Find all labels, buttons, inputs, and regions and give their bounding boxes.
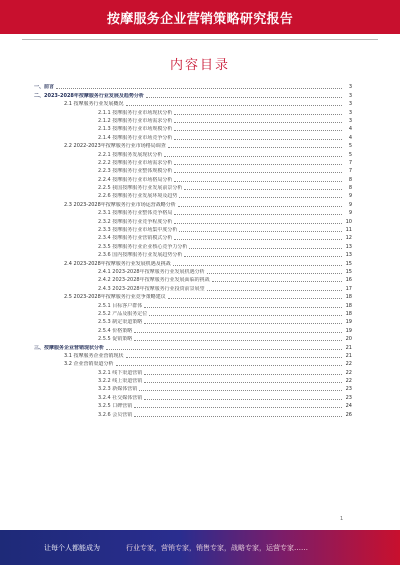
toc-entry-page: 3: [348, 84, 352, 91]
toc-entry-page: 26: [345, 411, 352, 418]
toc-leader-dots: [168, 298, 342, 299]
toc-leader-dots: [164, 156, 342, 157]
toc-leader-dots: [56, 88, 342, 89]
toc-entry[interactable]: [34, 300, 352, 308]
toc-entry-page: 22: [345, 361, 352, 368]
toc-leader-dots: [134, 416, 342, 417]
toc-entry-text: 2.4 2023-2028年按摩服务行业发展机遇及挑战: [64, 260, 171, 267]
toc-entry-page: 17: [345, 285, 352, 292]
toc-leader-dots: [174, 181, 342, 182]
toc-leader-dots: [174, 130, 342, 131]
toc-entry-page: 22: [345, 378, 352, 385]
footer-tagline: 行业专家，营销专家，销售专家，战略专家，运营专家……: [126, 543, 308, 552]
toc-entry-page: 11: [345, 227, 352, 234]
toc-entry-page: 9: [348, 210, 352, 217]
toc-entry-text: 2.2.2 按摩服务行业市场需求分析: [98, 159, 173, 166]
toc-entry-text: 一、前言: [34, 84, 55, 91]
toc-entry-page: 3: [348, 92, 352, 99]
toc-entry-page: 22: [345, 369, 352, 376]
toc-entry-text: 2.2.5 我国按摩服务行业发展前景分析: [98, 185, 183, 192]
toc-leader-dots: [144, 323, 342, 324]
toc-entry-text: 2.3.3 按摩服务行业市场集中度分析: [98, 227, 178, 234]
toc-leader-dots: [144, 374, 342, 375]
toc-entry-page: 19: [345, 327, 352, 334]
toc-entry[interactable]: [34, 166, 352, 174]
toc-entry-text: 2.1.4 按摩服务行业市场竞争分析: [98, 134, 173, 141]
toc-entry[interactable]: [34, 183, 352, 191]
toc-entry[interactable]: [34, 334, 352, 342]
report-header: [0, 0, 400, 34]
toc-entry-text: 3.2.3 新媒体营销: [98, 386, 138, 393]
toc-entry-page: 23: [345, 386, 352, 393]
toc-entry-text: 2.1.1 按摩服务行业市场现状分析: [98, 109, 173, 116]
toc-leader-dots: [126, 105, 342, 106]
toc-leader-dots: [106, 349, 342, 350]
toc-entry-text: 2.3.5 按摩服务行业企业核心竞争力分析: [98, 243, 188, 250]
toc-leader-dots: [126, 357, 342, 358]
toc-entry[interactable]: [34, 116, 352, 124]
toc-entry[interactable]: [34, 82, 352, 90]
toc-leader-dots: [174, 223, 342, 224]
toc-entry[interactable]: [34, 90, 352, 98]
toc-leader-dots: [189, 248, 342, 249]
toc-entry[interactable]: [34, 384, 352, 392]
toc-entry[interactable]: [34, 275, 352, 283]
toc-entry-text: 2.3.6 国内按摩服务行业发展趋势分析: [98, 252, 183, 259]
toc-title: 内容目录: [169, 58, 230, 73]
toc-leader-dots: [134, 332, 342, 333]
toc-entry-text: 2.3.4 按摩服务行业营销模式分析: [98, 235, 173, 242]
toc-entry-page: 21: [345, 352, 352, 359]
toc-leader-dots: [207, 273, 342, 274]
toc-entry-page: 3: [348, 101, 352, 108]
toc-entry-page: 23: [345, 394, 352, 401]
toc-entry[interactable]: [34, 191, 352, 199]
toc-entry-page: 9: [348, 193, 352, 200]
toc-entry-page: 13: [345, 243, 352, 250]
toc-entry-page: 8: [348, 176, 352, 183]
toc-entry-text: 3.2.6 会员营销: [98, 411, 133, 418]
toc-entry-text: 2.1 按摩服务行业发展概况: [64, 101, 124, 108]
toc-entry-page: 18: [345, 294, 352, 301]
toc-entry[interactable]: [34, 409, 352, 417]
toc-entry[interactable]: [34, 376, 352, 384]
toc-entry-text: 三、按摩服务企业营销现状分析: [34, 344, 105, 351]
toc-entry-text: 2.1.2 按摩服务行业市场需求分析: [98, 117, 173, 124]
toc-entry-text: 2.2.4 按摩服务行业市场格局分析: [98, 176, 173, 183]
toc-entry-page: 19: [345, 319, 352, 326]
toc-entry-page: 9: [348, 201, 352, 208]
toc-entry[interactable]: [34, 351, 352, 359]
toc-entry-text: 3.2.2 线上渠道营销: [98, 378, 143, 385]
toc-entry-text: 2.4.2 2023-2028年按摩服务行业发展面临的挑战: [98, 277, 210, 284]
toc-entry-text: 3.2.5 口碑营销: [98, 403, 133, 410]
toc-entry-page: 21: [345, 344, 352, 351]
toc-entry[interactable]: [34, 292, 352, 300]
toc-entry-page: 8: [348, 185, 352, 192]
toc-leader-dots: [149, 315, 342, 316]
toc-entry[interactable]: [34, 216, 352, 224]
toc-entry[interactable]: [34, 241, 352, 249]
toc-entry-page: 7: [348, 159, 352, 166]
toc-entry-page: 7: [348, 168, 352, 175]
toc-entry-text: 2.5.4 价格策略: [98, 327, 133, 334]
toc-entry-text: 2.4.3 2023-2028年按摩服务行业投资前景展望: [98, 285, 205, 292]
toc-entry-text: 3.2 企业营销渠道分析: [64, 361, 114, 368]
toc-leader-dots: [174, 214, 342, 215]
toc-entry-text: 2.2.3 按摩服务行业整体规模分析: [98, 168, 173, 175]
toc-entry[interactable]: [34, 107, 352, 115]
toc-entry-text: 二、2023-2028年按摩服务行业发展及趋势分析: [34, 92, 144, 99]
toc-entry-page: 18: [345, 302, 352, 309]
toc-entry-text: 2.3 2023-2028年按摩服务行业市场运营战略分析: [64, 201, 176, 208]
toc-leader-dots: [116, 365, 342, 366]
toc-entry-page: 10: [345, 218, 352, 225]
toc-leader-dots: [174, 164, 342, 165]
toc-entry[interactable]: [34, 392, 352, 400]
toc-entry[interactable]: [34, 283, 352, 291]
toc-entry[interactable]: [34, 359, 352, 367]
header-divider: [22, 39, 378, 40]
toc-entry-page: 3: [348, 109, 352, 116]
toc-entry-page: 13: [345, 252, 352, 259]
toc-leader-dots: [184, 189, 342, 190]
toc-leader-dots: [146, 97, 342, 98]
toc-entry-page: 3: [348, 117, 352, 124]
toc-entry[interactable]: [34, 158, 352, 166]
footer-slogan: 让每个人都能成为: [44, 543, 100, 552]
toc-entry[interactable]: [34, 401, 352, 409]
toc-entry[interactable]: [34, 149, 352, 157]
toc-leader-dots: [179, 231, 342, 232]
toc-leader-dots: [144, 307, 342, 308]
toc-entry-page: 4: [348, 126, 352, 133]
toc-leader-dots: [134, 407, 342, 408]
toc-entry-page: 5: [348, 143, 352, 150]
toc-leader-dots: [179, 197, 342, 198]
toc-entry[interactable]: [34, 309, 352, 317]
toc-entry[interactable]: [34, 99, 352, 107]
toc-entry[interactable]: [34, 342, 352, 350]
toc-entry-text: 2.1.3 按摩服务行业市场规模分析: [98, 126, 173, 133]
toc-entry[interactable]: [34, 141, 352, 149]
toc-entry-page: 18: [345, 310, 352, 317]
toc-entry[interactable]: [34, 317, 352, 325]
toc-entry-page: 5: [348, 151, 352, 158]
toc-entry-page: 4: [348, 134, 352, 141]
toc-entry-text: 3.1 按摩服务企业营销现状: [64, 352, 124, 359]
toc-leader-dots: [173, 265, 342, 266]
toc-leader-dots: [174, 114, 342, 115]
toc-leader-dots: [207, 290, 342, 291]
toc-entry-text: 3.2.4 社交媒体营销: [98, 394, 143, 401]
toc-leader-dots: [144, 399, 342, 400]
toc-entry[interactable]: [34, 174, 352, 182]
toc-entry-page: 12: [345, 235, 352, 242]
toc-entry[interactable]: [34, 250, 352, 258]
toc-entry-text: 2.3.1 按摩服务行业整体竞争格局: [98, 210, 173, 217]
toc-leader-dots: [184, 256, 342, 257]
toc-entry-page: 20: [345, 336, 352, 343]
toc-entry[interactable]: [34, 225, 352, 233]
toc-entry-text: 2.4.1 2023-2028年按摩服务行业发展机遇分析: [98, 268, 205, 275]
toc-leader-dots: [174, 122, 342, 123]
toc-entry[interactable]: [34, 199, 352, 207]
table-of-contents: [34, 82, 352, 418]
toc-leader-dots: [212, 281, 342, 282]
toc-entry-text: 2.5.5 促销策略: [98, 336, 133, 343]
toc-entry-text: 2.5.3 制定渠道策略: [98, 319, 143, 326]
toc-entry[interactable]: [34, 258, 352, 266]
toc-leader-dots: [139, 390, 342, 391]
toc-leader-dots: [174, 239, 342, 240]
toc-leader-dots: [174, 139, 342, 140]
toc-leader-dots: [178, 206, 342, 207]
toc-leader-dots: [174, 172, 342, 173]
toc-entry-page: 15: [345, 260, 352, 267]
page-number: 1: [340, 516, 344, 522]
toc-entry-text: 2.2.6 按摩服务行业发展环境及趋势: [98, 193, 178, 200]
toc-entry[interactable]: [34, 233, 352, 241]
toc-entry-text: 2.5.1 目标客户群体: [98, 302, 143, 309]
toc-leader-dots: [144, 382, 342, 383]
toc-entry-text: 2.5.2 产品及服务定位: [98, 310, 148, 317]
toc-entry[interactable]: [34, 124, 352, 132]
toc-entry[interactable]: [34, 132, 352, 140]
toc-entry-page: 15: [345, 268, 352, 275]
toc-entry[interactable]: [34, 267, 352, 275]
toc-entry-text: 2.2.1 按摩服务发展现状分析: [98, 151, 163, 158]
toc-entry-text: 3.2.1 线下渠道营销: [98, 369, 143, 376]
toc-leader-dots: [134, 340, 342, 341]
toc-entry-page: 16: [345, 277, 352, 284]
toc-entry[interactable]: [34, 325, 352, 333]
footer-banner: [0, 530, 400, 565]
toc-entry-page: 24: [345, 403, 352, 410]
toc-entry[interactable]: [34, 367, 352, 375]
toc-leader-dots: [168, 147, 342, 148]
toc-entry[interactable]: [34, 208, 352, 216]
toc-entry-text: 2.2 2022-2023年按摩服务行业市场格局调查: [64, 143, 166, 150]
report-title: 按摩服务企业营销策略研究报告: [106, 11, 294, 27]
toc-entry-text: 2.5 2023-2028年按摩服务行业竞争策略建议: [64, 294, 166, 301]
toc-entry-text: 2.3.2 按摩服务行业竞争程度分析: [98, 218, 173, 225]
